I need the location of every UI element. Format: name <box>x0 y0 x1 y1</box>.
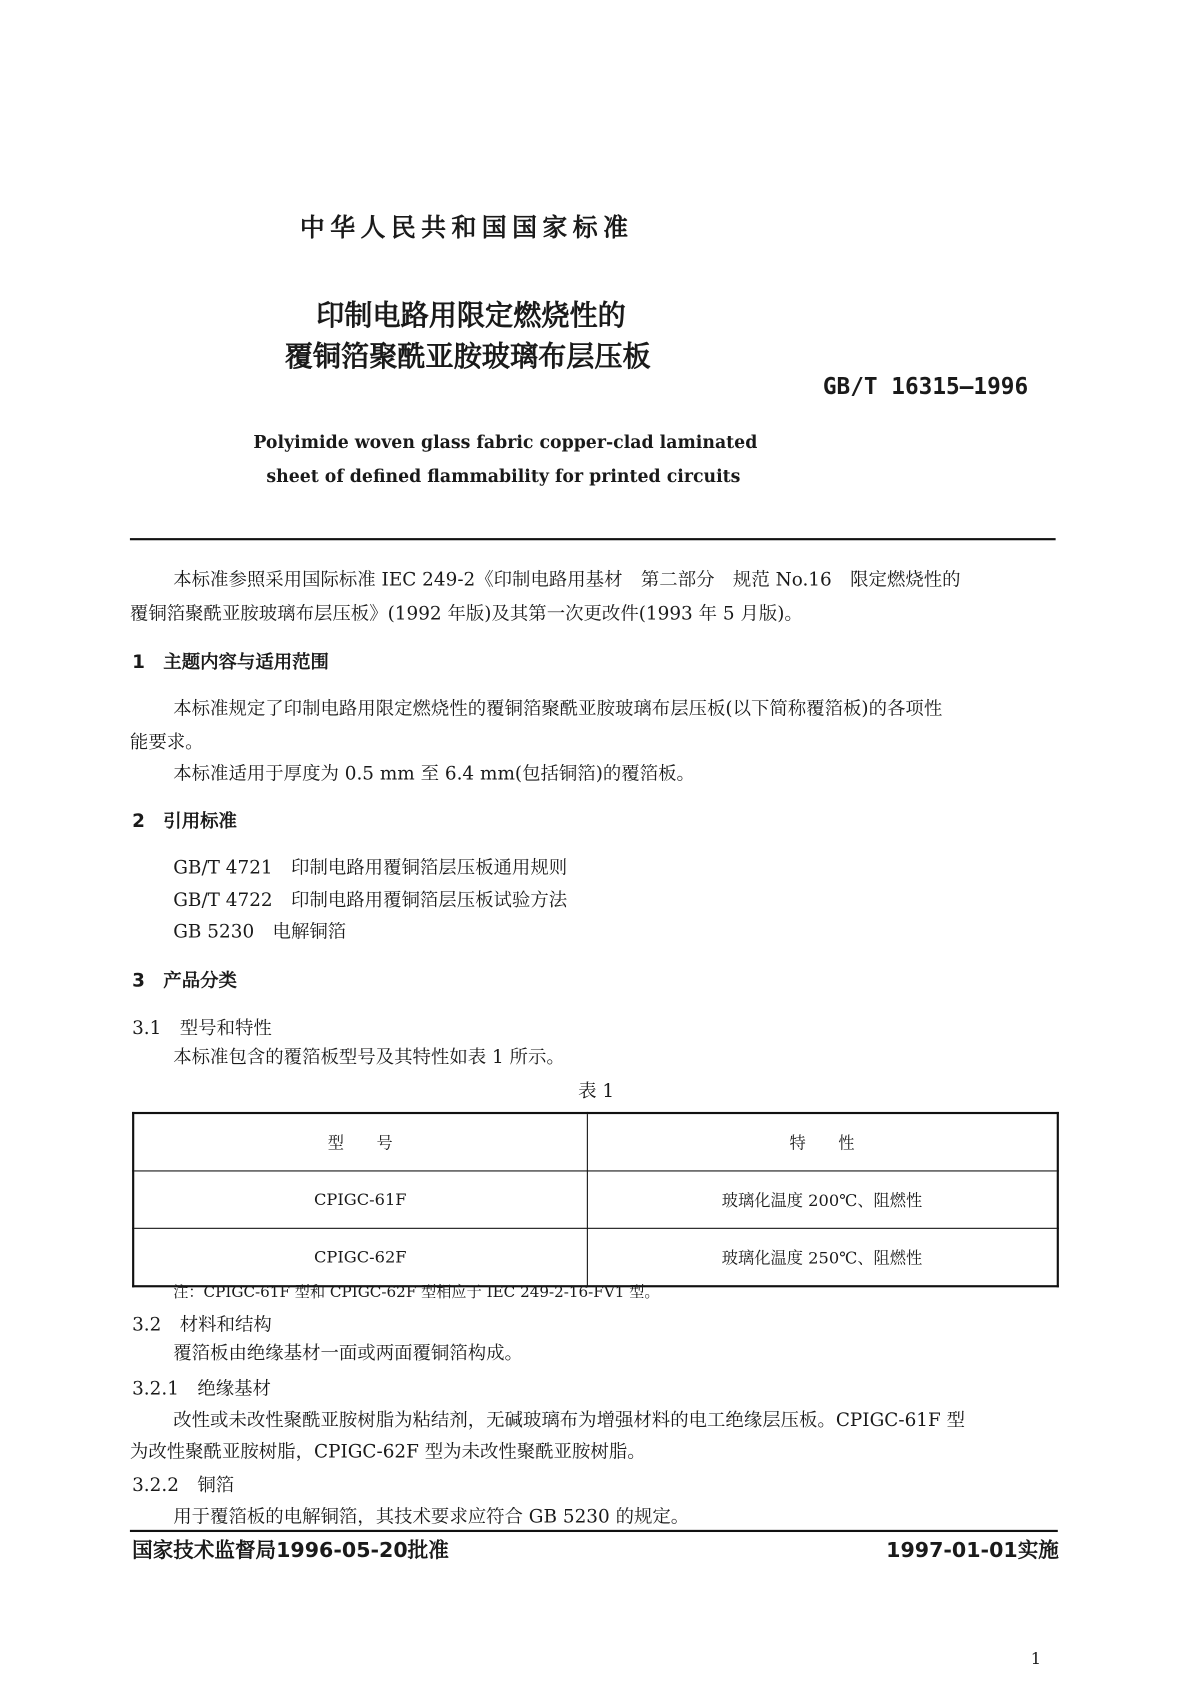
table-1 <box>132 1112 1059 1287</box>
section-1-para2: 本标准适用于厚度为 0.5 mm 至 6.4 mm(包括铜箔)的覆箔板。 <box>173 763 695 785</box>
section-1-heading: 1 主题内容与适用范围 <box>132 651 329 674</box>
title-line1: 印制电路用限定燃烧性的 <box>316 299 626 333</box>
section-3-2-para: 覆箔板由绝缘基材一面或两面覆铜箔构成。 <box>173 1342 523 1365</box>
section-3-2-1-heading: 3.2.1 绝缘基材 <box>132 1378 271 1400</box>
page-number: 1 <box>1030 1648 1042 1669</box>
reference-item: GB/T 4722 印制电路用覆铜箔层压板试验方法 <box>173 889 568 912</box>
section-3-1-heading: 3.1 型号和特性 <box>132 1017 272 1040</box>
section-3-2-heading: 3.2 材料和结构 <box>132 1314 272 1337</box>
section-1-para1-line2: 能要求。 <box>129 731 204 754</box>
table-note: 注：CPIGC-61F 型和 CPIGC-62F 型相应于 IEC 249-2-16-FV1 型。 <box>173 1284 660 1302</box>
table-cell: CPIGC-62F <box>133 1228 587 1286</box>
intro-line2: 覆铜箔聚酰亚胺玻璃布层压板》(1992 年版)及其第一次更改件(1993 年 5 月版)。 <box>129 603 803 625</box>
header-cell: 特 性 <box>587 1113 1058 1171</box>
approval-date: 国家技术监督局1996-05-20批准 <box>132 1538 449 1563</box>
section-1-para1-line1: 本标准规定了印制电路用限定燃烧性的覆铜箔聚酰亚胺玻璃布层压板(以下简称覆箔板)的各项性 <box>173 698 943 720</box>
standard-code: GB/T 16315—1996 <box>822 373 1029 400</box>
section-3-2-2-para: 用于覆箔板的电解铜箔，其技术要求应符合 GB 5230 的规定。 <box>173 1506 690 1528</box>
intro-line1: 本标准参照采用国际标准 IEC 249-2《印制电路用基材 第二部分 规范 No.16 限定燃烧性的 <box>173 569 961 592</box>
header-divider <box>130 538 1056 540</box>
title-line2: 覆铜箔聚酰亚胺玻璃布层压板 <box>284 341 651 374</box>
reference-item: GB 5230 电解铜箔 <box>173 921 347 944</box>
table-row <box>133 1171 1058 1228</box>
section-3-heading: 3 产品分类 <box>132 970 237 992</box>
section-3-2-1-line2: 为改性聚酰亚胺树脂，CPIGC-62F 型为未改性聚酰亚胺树脂。 <box>129 1441 646 1463</box>
table-cell: 玻璃化温度 250℃、阻燃性 <box>587 1228 1058 1286</box>
table-header-row <box>133 1113 1058 1171</box>
table-cell: CPIGC-61F <box>133 1171 587 1228</box>
english-title-line2: sheet of defined flammability for printed circuits <box>266 465 741 487</box>
header-cell: 型 号 <box>133 1113 587 1171</box>
section-2-heading: 2 引用标准 <box>132 810 237 833</box>
table-row <box>133 1228 1058 1286</box>
table-caption: 表 1 <box>578 1080 615 1103</box>
section-3-2-1-line1: 改性或未改性聚酰亚胺树脂为粘结剂，无碱玻璃布为增强材料的电工绝缘层压板。CPIGC-61F 型 <box>173 1409 966 1432</box>
org-title: 中华人民共和国国家标准 <box>299 214 634 243</box>
table-cell: 玻璃化温度 200℃、阻燃性 <box>587 1171 1058 1228</box>
reference-item: GB/T 4721 印制电路用覆铜箔层压板通用规则 <box>173 857 568 880</box>
footer-divider <box>130 1530 1058 1532</box>
effective-date: 1997-01-01实施 <box>886 1538 1059 1563</box>
section-3-1-para: 本标准包含的覆箔板型号及其特性如表 1 所示。 <box>173 1046 565 1069</box>
english-title-line1: Polyimide woven glass fabric copper-clad laminated <box>253 431 758 453</box>
section-3-2-2-heading: 3.2.2 铜箔 <box>132 1474 235 1497</box>
